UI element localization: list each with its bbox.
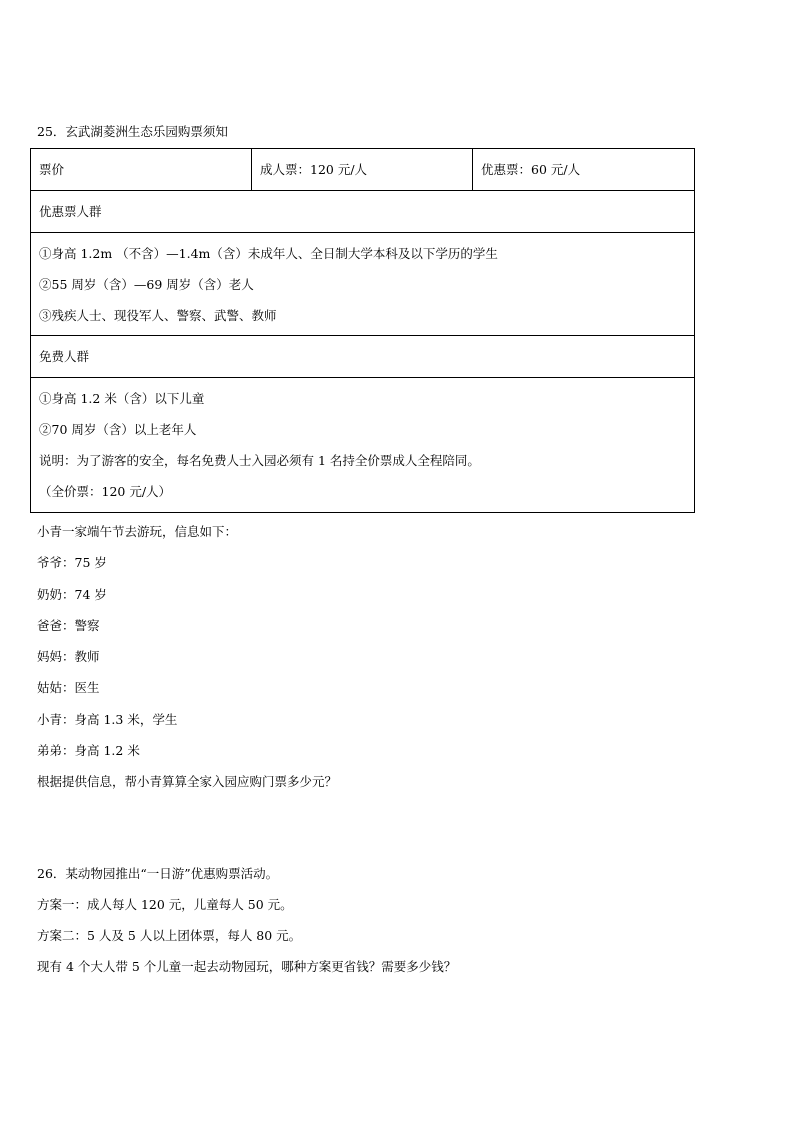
discount-price-cell: 优惠票：60 元/人 [473, 149, 695, 191]
plan-one: 方案一：成人每人 120 元，儿童每人 50 元。 [37, 897, 293, 912]
family-member: 小青：身高 1.3 米，学生 [37, 711, 178, 727]
question-26 [37, 866, 456, 990]
discount-item: ③残疾人士、现役军人、警察、武警、教师 [39, 307, 277, 323]
question-25-prompt: 根据提供信息，帮小青算算全家入园应购门票多少元？ [37, 774, 338, 790]
question-26-prompt: 现有 4 个大人带 5 个儿童一起去动物园玩，哪种方案更省钱？需要多少钱？ [37, 959, 457, 974]
free-header-row [31, 336, 695, 378]
family-member: 爷爷：75 岁 [37, 555, 107, 571]
discount-list-cell [31, 233, 695, 336]
family-member: 奶奶：74 岁 [37, 586, 107, 602]
family-member: 姑姑：医生 [37, 680, 100, 696]
ticket-info-table [30, 148, 695, 513]
question-26-title: 26．某动物园推出“一日游”优惠购票活动。 [37, 866, 279, 881]
adult-price-cell: 成人票：120 元/人 [252, 149, 473, 191]
free-list-cell [31, 378, 695, 513]
discount-item: ①身高 1.2m （不含）—1.4m（含）未成年人、全日制大学本科及以下学历的学生 [39, 245, 498, 261]
free-item: ②70 周岁（含）以上老年人 [39, 422, 197, 437]
family-intro: 小青一家端午节去游玩，信息如下： [37, 524, 238, 539]
price-label-cell: 票价 [31, 149, 252, 191]
free-list-row [31, 378, 695, 513]
free-header-cell: 免费人群 [31, 336, 695, 378]
plan-two: 方案二：5 人及 5 人以上团体票，每人 80 元。 [37, 928, 302, 943]
discount-header-row [31, 191, 695, 233]
price-row [31, 149, 695, 191]
family-member: 弟弟：身高 1.2 米 [37, 743, 140, 759]
discount-list-row [31, 233, 695, 336]
family-member: 爸爸：警察 [37, 617, 100, 633]
family-member: 妈妈：教师 [37, 649, 100, 665]
discount-header-cell: 优惠票人群 [31, 191, 695, 233]
question-25-title: 25．玄武湖菱洲生态乐园购票须知 [37, 124, 228, 139]
free-item-note: （全价票：120 元/人） [39, 484, 172, 499]
question-25-body [37, 524, 337, 806]
discount-item: ②55 周岁（含）—69 周岁（含）老人 [39, 276, 254, 292]
free-item-note: 说明：为了游客的安全，每名免费人士入园必须有 1 名持全价票成人全程陪同。 [39, 453, 480, 468]
free-item: ①身高 1.2 米（含）以下儿童 [39, 391, 205, 406]
